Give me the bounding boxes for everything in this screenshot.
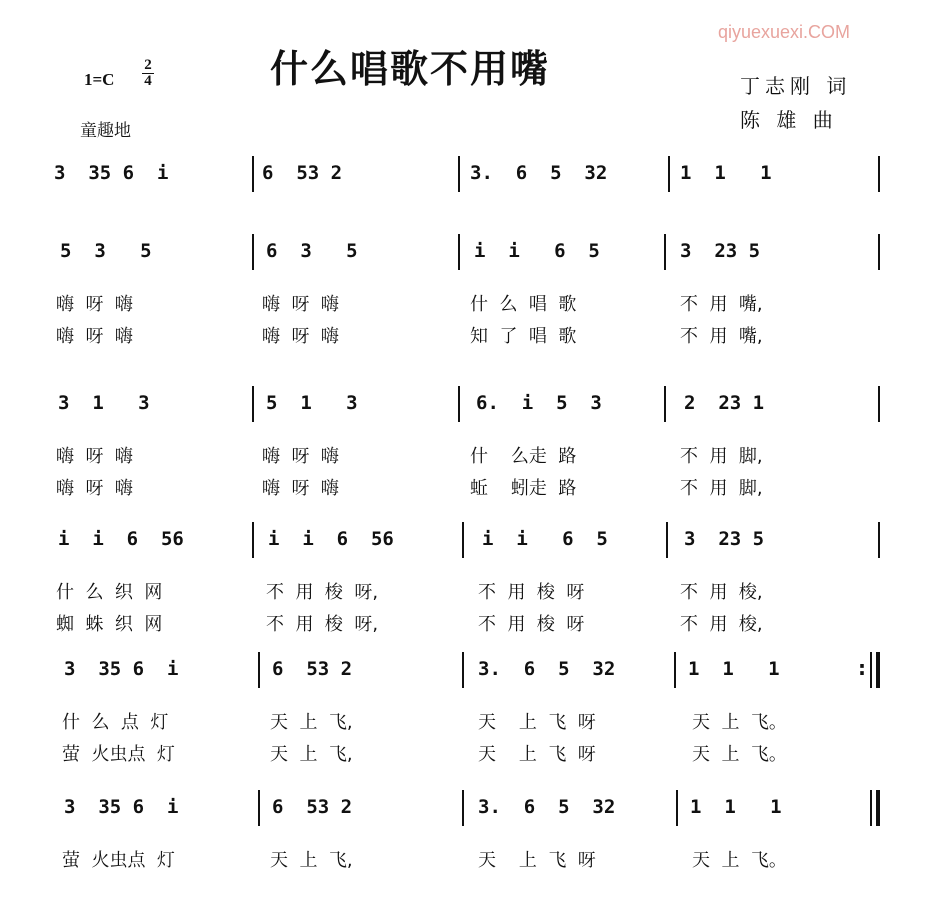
lyric-segment: 不 用 梭 呀 <box>478 582 585 603</box>
lyric-segment: 不 用 梭, <box>680 582 763 603</box>
lyric-segment: 不 用 梭, <box>680 614 763 635</box>
lyric-segment: 嗨 呀 嗨 <box>262 294 339 315</box>
bar-line <box>674 652 676 688</box>
site-watermark: qiyuexuexi.COM <box>718 22 851 42</box>
bar-line <box>252 386 254 422</box>
lyric-segment: 不 用 脚, <box>680 478 763 499</box>
lyric-segment: 嗨 呀 嗨 <box>56 446 133 467</box>
lyric-segment: 蜘 蛛 织 网 <box>56 614 163 635</box>
bar-line <box>666 522 668 558</box>
repeat-sign: : <box>858 656 866 680</box>
measure-notes: i i 6 5 <box>474 240 600 262</box>
time-signature <box>142 58 154 89</box>
bar-line <box>878 522 880 558</box>
score-row <box>0 386 928 499</box>
bar-line <box>462 652 464 688</box>
lyric-segment: 天 上 飞, <box>270 712 353 733</box>
measure-notes: 3 35 6 i <box>64 796 179 818</box>
lyric-segment: 天 上 飞 呀 <box>478 712 596 733</box>
measure-notes: 6. i 5 3 <box>476 392 602 414</box>
lyric-segment: 什 么走 路 <box>470 446 577 467</box>
measure-notes: i i 6 56 <box>58 528 184 550</box>
repeat-bar-line <box>870 652 872 688</box>
bar-line <box>458 386 460 422</box>
bar-line <box>676 790 678 826</box>
measure-notes: 1 1 1 <box>680 162 772 184</box>
measure-notes: 6 3 5 <box>266 240 358 262</box>
lyric-segment: 萤 火虫点 灯 <box>62 744 175 765</box>
measure-notes: 2 23 1 <box>684 392 765 414</box>
score-row <box>0 790 928 871</box>
measure-notes: 5 3 5 <box>60 240 152 262</box>
score-row <box>0 234 928 347</box>
lyric-segment: 嗨 呀 嗨 <box>56 294 133 315</box>
lyric-segment: 嗨 呀 嗨 <box>56 326 133 347</box>
score-row <box>0 156 928 196</box>
measure-notes: 1 1 1 <box>688 658 780 680</box>
lyric-segment: 嗨 呀 嗨 <box>262 446 339 467</box>
bar-line <box>462 790 464 826</box>
lyric-segment: 蚯 蚓走 路 <box>470 478 577 499</box>
bar-line <box>258 652 260 688</box>
measure-notes: 3 35 6 i <box>64 658 179 680</box>
bar-line <box>668 156 670 192</box>
bar-line <box>252 156 254 192</box>
measure-notes: 6 53 2 <box>262 162 343 184</box>
lyric-segment: 不 用 梭 呀, <box>266 614 379 635</box>
lyric-segment: 萤 火虫点 灯 <box>62 850 175 871</box>
lyric-segment: 天 上 飞 呀 <box>478 850 596 871</box>
bar-line <box>252 522 254 558</box>
measure-notes: 6 53 2 <box>272 796 353 818</box>
measure-notes: 3. 6 5 32 <box>478 658 616 680</box>
measure-notes: 3 1 3 <box>58 392 150 414</box>
final-bar-line <box>870 790 872 826</box>
lyric-segment: 不 用 脚, <box>680 446 763 467</box>
lyric-segment: 嗨 呀 嗨 <box>56 478 133 499</box>
song-title: 什么唱歌不用嘴 <box>270 47 551 91</box>
measure-notes: i i 6 56 <box>268 528 394 550</box>
tempo-marking: 童趣地 <box>80 121 131 141</box>
bar-line <box>878 234 880 270</box>
lyric-segment: 不 用 梭 呀, <box>266 582 379 603</box>
bar-line <box>258 790 260 826</box>
measure-notes: 5 1 3 <box>266 392 358 414</box>
lyric-segment: 嗨 呀 嗨 <box>262 478 339 499</box>
bar-line <box>876 652 880 688</box>
key-signature: 1=C <box>84 70 115 89</box>
measure-notes: 3. 6 5 32 <box>470 162 608 184</box>
lyric-segment: 嗨 呀 嗨 <box>262 326 339 347</box>
bar-line <box>458 156 460 192</box>
score-row <box>0 522 928 635</box>
bar-line <box>878 386 880 422</box>
bar-line <box>876 790 880 826</box>
lyric-segment: 天 上 飞, <box>270 744 353 765</box>
composer-credit: 陈 雄 曲 <box>740 108 838 132</box>
lyricist-credit: 丁志刚 词 <box>740 74 852 98</box>
bar-line <box>462 522 464 558</box>
measure-notes: 3 23 5 <box>684 528 765 550</box>
lyric-segment: 不 用 梭 呀 <box>478 614 585 635</box>
lyric-segment: 不 用 嘴, <box>680 326 763 347</box>
lyric-segment: 什 么 织 网 <box>56 582 163 603</box>
bar-line <box>878 156 880 192</box>
lyric-segment: 天 上 飞。 <box>692 712 787 733</box>
lyric-segment: 什 么 点 灯 <box>62 712 169 733</box>
lyric-segment: 知 了 唱 歌 <box>470 326 577 347</box>
measure-notes: 1 1 1 <box>690 796 782 818</box>
lyric-segment: 天 上 飞, <box>270 850 353 871</box>
lyric-segment: 不 用 嘴, <box>680 294 763 315</box>
lyric-segment: 天 上 飞。 <box>692 744 787 765</box>
measure-notes: 3 23 5 <box>680 240 761 262</box>
lyric-segment: 什 么 唱 歌 <box>470 294 577 315</box>
measure-notes: 6 53 2 <box>272 658 353 680</box>
bar-line <box>664 234 666 270</box>
bar-line <box>664 386 666 422</box>
time-signature-denominator: 4 <box>144 73 152 89</box>
lyric-segment: 天 上 飞 呀 <box>478 744 596 765</box>
bar-line <box>252 234 254 270</box>
bar-line <box>458 234 460 270</box>
lyric-segment: 天 上 飞。 <box>692 850 787 871</box>
measure-notes: i i 6 5 <box>482 528 608 550</box>
time-signature-numerator: 2 <box>142 58 154 74</box>
score-row <box>0 652 928 765</box>
measure-notes: 3. 6 5 32 <box>478 796 616 818</box>
measure-notes: 3 35 6 i <box>54 162 169 184</box>
